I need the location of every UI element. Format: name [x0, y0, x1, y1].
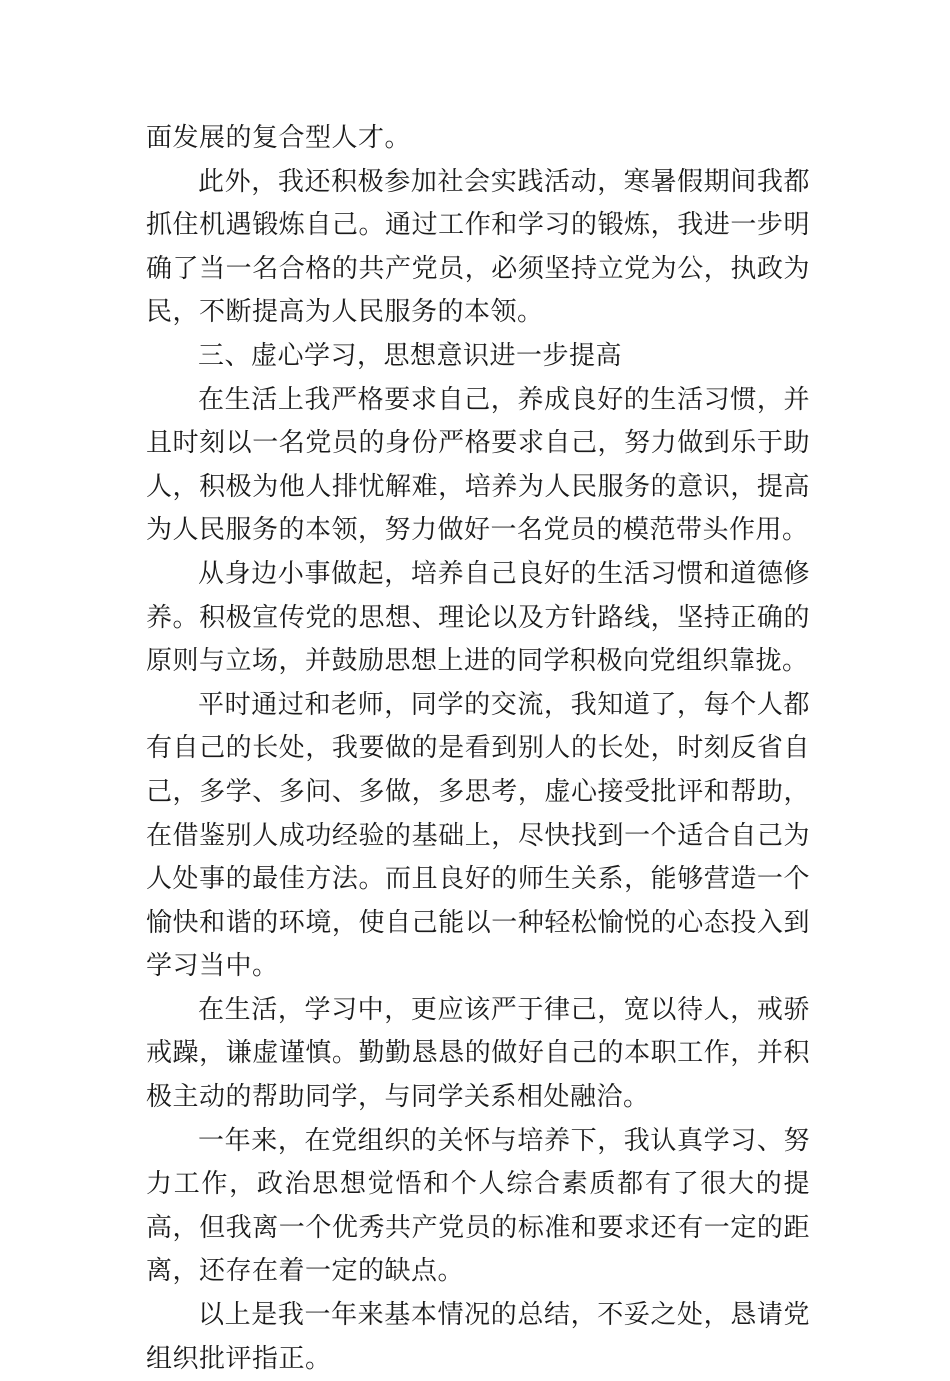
paragraph-daily-life: 在生活上我严格要求自己，养成良好的生活习惯，并且时刻以一名党员的身份严格要求自己，努力做到乐于助人，积极为他人排忧解难，培养为人民服务的意识，提高为人民服务的本领，努力做好一名党员的模范带头作用。	[146, 384, 810, 546]
paragraph-continuation: 面发展的复合型人才。	[146, 123, 412, 153]
paragraph-closing: 以上是我一年来基本情况的总结，不妥之处，恳请党组织批评指正。	[146, 1300, 810, 1374]
section-heading-3: 三、虚心学习，思想意识进一步提高	[198, 340, 623, 371]
paragraph-communication: 平时通过和老师，同学的交流，我知道了，每个人都有自己的长处，我要做的是看到别人的长处，时刻反省自己，多学、多问、多做，多思考，虚心接受批评和帮助，在借鉴别人成功经验的基础上，尽快找到一个适合自己为人处事的最佳方法。而且良好的师生关系，能够营造一个愉快和谐的环境，使自己能以一种轻松愉悦的心态投入到学习当中。	[146, 689, 810, 982]
paragraph-self-discipline: 在生活，学习中，更应该严于律己，宽以待人，戒骄戒躁，谦虚谨慎。勤勤恳恳的做好自己的本职工作，并积极主动的帮助同学，与同学关系相处融洽。	[146, 994, 810, 1113]
document-body	[146, 117, 810, 1381]
paragraph-small-things: 从身边小事做起，培养自己良好的生活习惯和道德修养。积极宣传党的思想、理论以及方针路线，坚持正确的原则与立场，并鼓励思想上进的同学积极向党组织靠拢。	[146, 558, 810, 677]
paragraph-year-review: 一年来，在党组织的关怀与培养下，我认真学习、努力工作，政治思想觉悟和个人综合素质都有了很大的提高，但我离一个优秀共产党员的标准和要求还有一定的距离，还存在着一定的缺点。	[146, 1125, 810, 1287]
paragraph-social-practice: 此外，我还积极参加社会实践活动，寒暑假期间我都抓住机遇锻炼自己。通过工作和学习的锻炼，我进一步明确了当一名合格的共产党员，必须坚持立党为公，执政为民，不断提高为人民服务的本领。	[146, 166, 810, 328]
